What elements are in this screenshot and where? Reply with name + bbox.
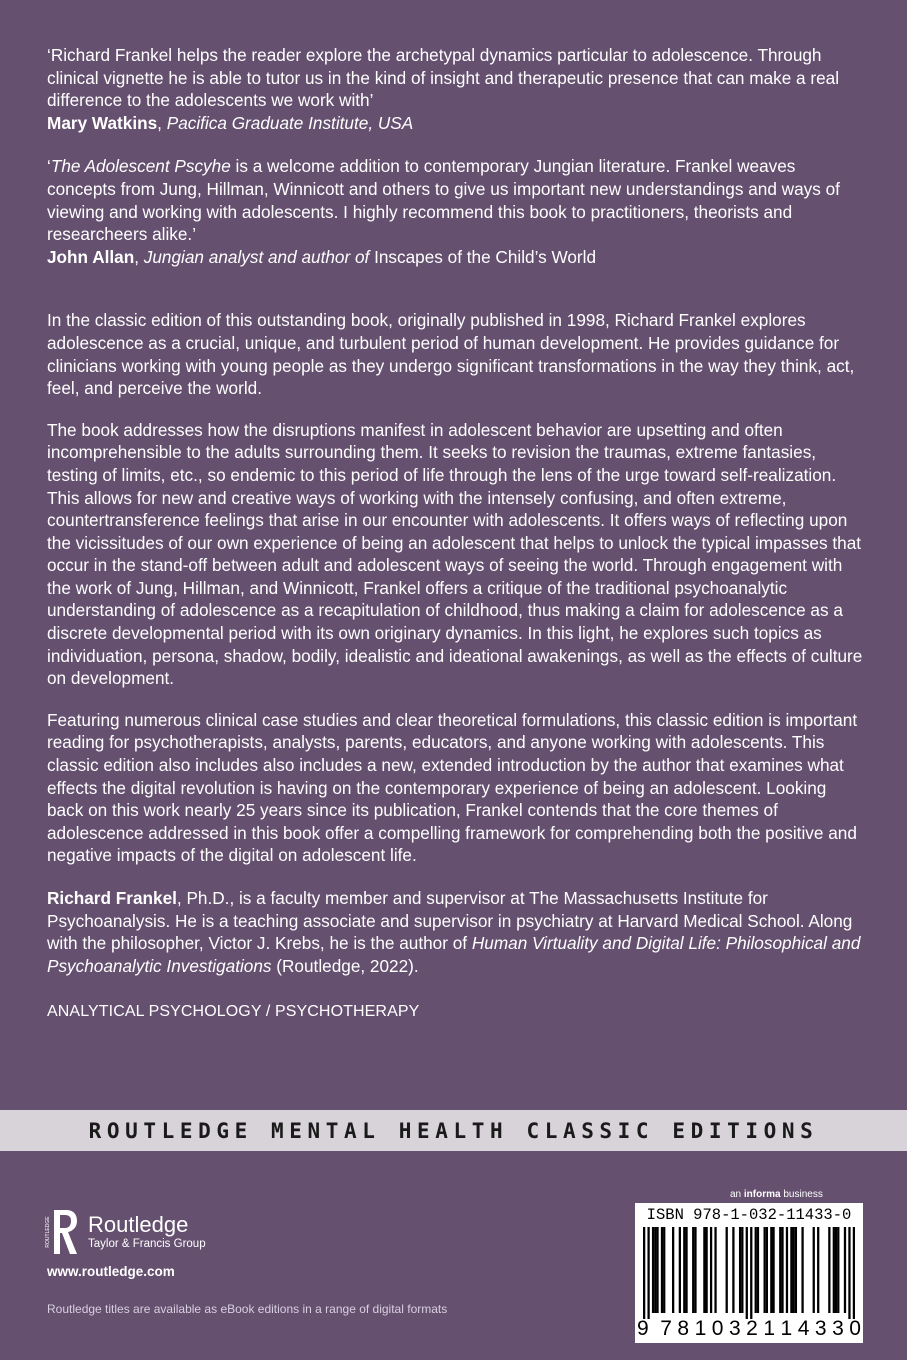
barcode-digit: 0 [711, 1317, 724, 1340]
barcode-bar [647, 1227, 649, 1319]
barcode-digit: 8 [677, 1317, 690, 1340]
description-paragraph: The book addresses how the disruptions manifest in adolescent behavior are upsetting and often incomprehensible to the adults surrounding them. It seeks to revision the traumas, extreme fantasies, testing of limits, etc., so endemic to this period of life through the lens of the urge toward self-realization. This allows for new and creative ways of working with the intensely confusing, and often extreme, countertransference feelings that arise in our encounter with adolescents. It offers ways of reflecting upon the vicissitudes of our own experience of being an adolescent that helps to unlock the typical impasses that occur in the stand-off between adult and adolescent ways of seeing the world. Through engagement with the work of Jung, Hillman, and Winnicott, Frankel offers a critique of the traditional psychoanalytic understanding of adolescence as a recapitulation of childhood, thus making a claim for adolescence as a discrete developmental period with its own originary dynamics. In this light, he explores such topics as individuation, persona, shadow, bodily, idealistic and ideational awakenings, as well as the effects of culture on development. [47, 419, 863, 689]
author-bio [47, 887, 865, 977]
barcode-bar [813, 1227, 815, 1313]
barcode-bar [679, 1227, 681, 1313]
barcode-bar [817, 1227, 819, 1313]
barcode-bar [663, 1227, 665, 1313]
barcode-bar [726, 1227, 728, 1313]
barcode-digit: 2 [746, 1317, 758, 1340]
informa-prefix: an [730, 1189, 744, 1200]
informa-brand: informa [743, 1189, 781, 1200]
barcode-bar [801, 1227, 803, 1313]
barcode-bar [793, 1227, 795, 1313]
barcode-bar [757, 1227, 759, 1313]
informa-suffix: business [780, 1189, 823, 1200]
publisher-group: Taylor & Francis Group [88, 1237, 206, 1250]
routledge-r-icon [44, 1206, 78, 1258]
barcode-bar [705, 1227, 707, 1313]
barcode-digits [637, 1318, 861, 1340]
bio-body: , Ph.D., is a faculty member and supervisor at The Massachusetts Institute for Psychoanalysis. He is a teaching associate and supervisor in psychiatry at Harvard Medical School. Along with the philosopher, Victor J. Krebs, he is the author of [47, 888, 853, 954]
endorser-affiliation: Pacifica Graduate Institute, USA [166, 112, 414, 133]
publisher-name: Routledge [88, 1211, 189, 1237]
endorsement-attribution [47, 246, 865, 269]
barcode-bar [732, 1227, 734, 1313]
barcode-bar [685, 1227, 687, 1313]
barcode-bar [795, 1227, 797, 1313]
barcode-bar [770, 1227, 772, 1313]
barcode-bar [853, 1227, 855, 1319]
barcode-bar [683, 1227, 685, 1313]
barcode-bar [786, 1227, 788, 1313]
routledge-logo [44, 1206, 206, 1258]
barcode-digit: 1 [763, 1317, 775, 1340]
book-title: The Adolescent Pscyhe [50, 156, 231, 177]
logo-wordmark [88, 1213, 206, 1252]
barcode-bar [781, 1227, 783, 1313]
author-name: Richard Frankel [47, 888, 177, 908]
logo-side-text: ROUTLEDGE [45, 1216, 51, 1248]
endorser-work: Inscapes of the Child’s World [369, 246, 597, 267]
description-paragraph: In the classic edition of this outstanding book, originally published in 1998, Richard Frankel explores adolescence as a crucial, unique, and turbulent period of human development. He provides guidance for clinicians working with young people as they undergo significant transformations in the way they think, act, feel, and perceive the world. [47, 310, 855, 399]
ebook-note: Routledge titles are available as eBook editions in a range of digital formats [47, 1302, 448, 1316]
barcode-bar [766, 1227, 768, 1313]
barcode-bar [772, 1227, 774, 1313]
barcode-bar [779, 1227, 781, 1313]
endorsement-text: ‘Richard Frankel helps the reader explore the archetypal dynamics particular to adolescence. Through clinical vignette he is able to tutor us in the kind of insight and therapeutic presence that can make a real difference to the adolescents we work with’ [47, 45, 840, 111]
barcode-bar [746, 1227, 748, 1319]
barcode-digit: 1 [694, 1317, 707, 1340]
endorsement-watkins [47, 44, 865, 134]
isbn-barcode [635, 1203, 863, 1343]
series-banner: ROUTLEDGE MENTAL HEALTH CLASSIC EDITIONS [0, 1110, 907, 1151]
endorser-name: John Allan [47, 246, 135, 267]
barcode-bar [643, 1227, 645, 1319]
barcode-bar [703, 1227, 705, 1313]
book-description [47, 309, 865, 867]
informa-tagline [730, 1189, 823, 1200]
barcode-bar [844, 1227, 846, 1313]
barcode-digit: 1 [780, 1317, 793, 1340]
barcode-bar [661, 1227, 663, 1313]
barcode-bar [652, 1227, 654, 1313]
endorser-name: Mary Watkins [47, 112, 158, 133]
barcode-bar [710, 1227, 712, 1313]
barcode-digit: 3 [728, 1317, 741, 1340]
bio-tail: (Routledge, 2022). [271, 955, 419, 976]
attribution-separator: , [134, 246, 144, 267]
barcode-bar [739, 1227, 741, 1313]
subject-category: ANALYTICAL PSYCHOLOGY / PSYCHOTHERAPY [47, 1003, 420, 1021]
barcode-digit: 0 [849, 1317, 861, 1340]
barcode-digit: 3 [832, 1317, 844, 1340]
endorsement-body: is a welcome addition to contemporary Jungian literature. Frankel weaves concepts from Jung, Hillman, Winnicott and others to give us important new understandings and ways of viewing and working with adolescents. I highly recommend this book to practitioners, theorists and researcheers alike.’ [47, 156, 840, 245]
barcode-bar [755, 1227, 757, 1313]
barcode-bars [643, 1227, 855, 1319]
barcode-bar [672, 1227, 674, 1313]
barcode-bar [828, 1227, 830, 1313]
barcode-bar [714, 1227, 716, 1313]
barcode-bar [790, 1227, 792, 1313]
barcode-digit: 7 [660, 1317, 672, 1340]
description-paragraph: Featuring numerous clinical case studies and clear theoretical formulations, this classic edition is important reading for psychotherapists, analysts, parents, educators, and anyone working with adolescents. This classic edition also includes also includes a new, extended introduction by the author that examines what effects the digital revolution is having on the contemporary experience of being an adolescent. Looking back on this work nearly 25 years since its publication, Frankel contends that the core themes of adolescence addressed in this book offer a compelling framework for comprehending both the positive and negative impacts of the digital on adolescent life. [47, 709, 858, 866]
barcode-bar [656, 1227, 658, 1313]
endorsement-allan [47, 155, 865, 268]
barcode-bar [694, 1227, 696, 1313]
endorsement-attribution [47, 112, 865, 135]
barcode-bar [692, 1227, 694, 1313]
barcode-digit: 9 [637, 1317, 649, 1340]
barcode-bar [654, 1227, 656, 1313]
barcode-bar [835, 1227, 837, 1313]
barcode-bar [833, 1227, 835, 1313]
barcode-bar [764, 1227, 766, 1313]
endorsement-text [47, 155, 865, 245]
isbn-label: ISBN 978-1-032-11433-0 [646, 1206, 852, 1224]
back-cover-content [47, 44, 865, 1021]
attribution-separator: , [157, 112, 167, 133]
endorser-affiliation: Jungian analyst and author of [143, 246, 370, 267]
author-other-book: Human Virtuality and Digital Life: Philosophical and Psychoanalytic Investigations [47, 933, 861, 976]
barcode-bar [848, 1227, 850, 1319]
barcode-bar [837, 1227, 839, 1313]
barcode-bar [750, 1227, 752, 1319]
author-bio-text [47, 887, 865, 977]
open-quote: ‘ [47, 156, 51, 177]
barcode-digit: 3 [814, 1317, 827, 1340]
barcode-bar [741, 1227, 743, 1313]
barcode-digit: 4 [797, 1317, 810, 1340]
publisher-website[interactable]: www.routledge.com [47, 1264, 175, 1279]
